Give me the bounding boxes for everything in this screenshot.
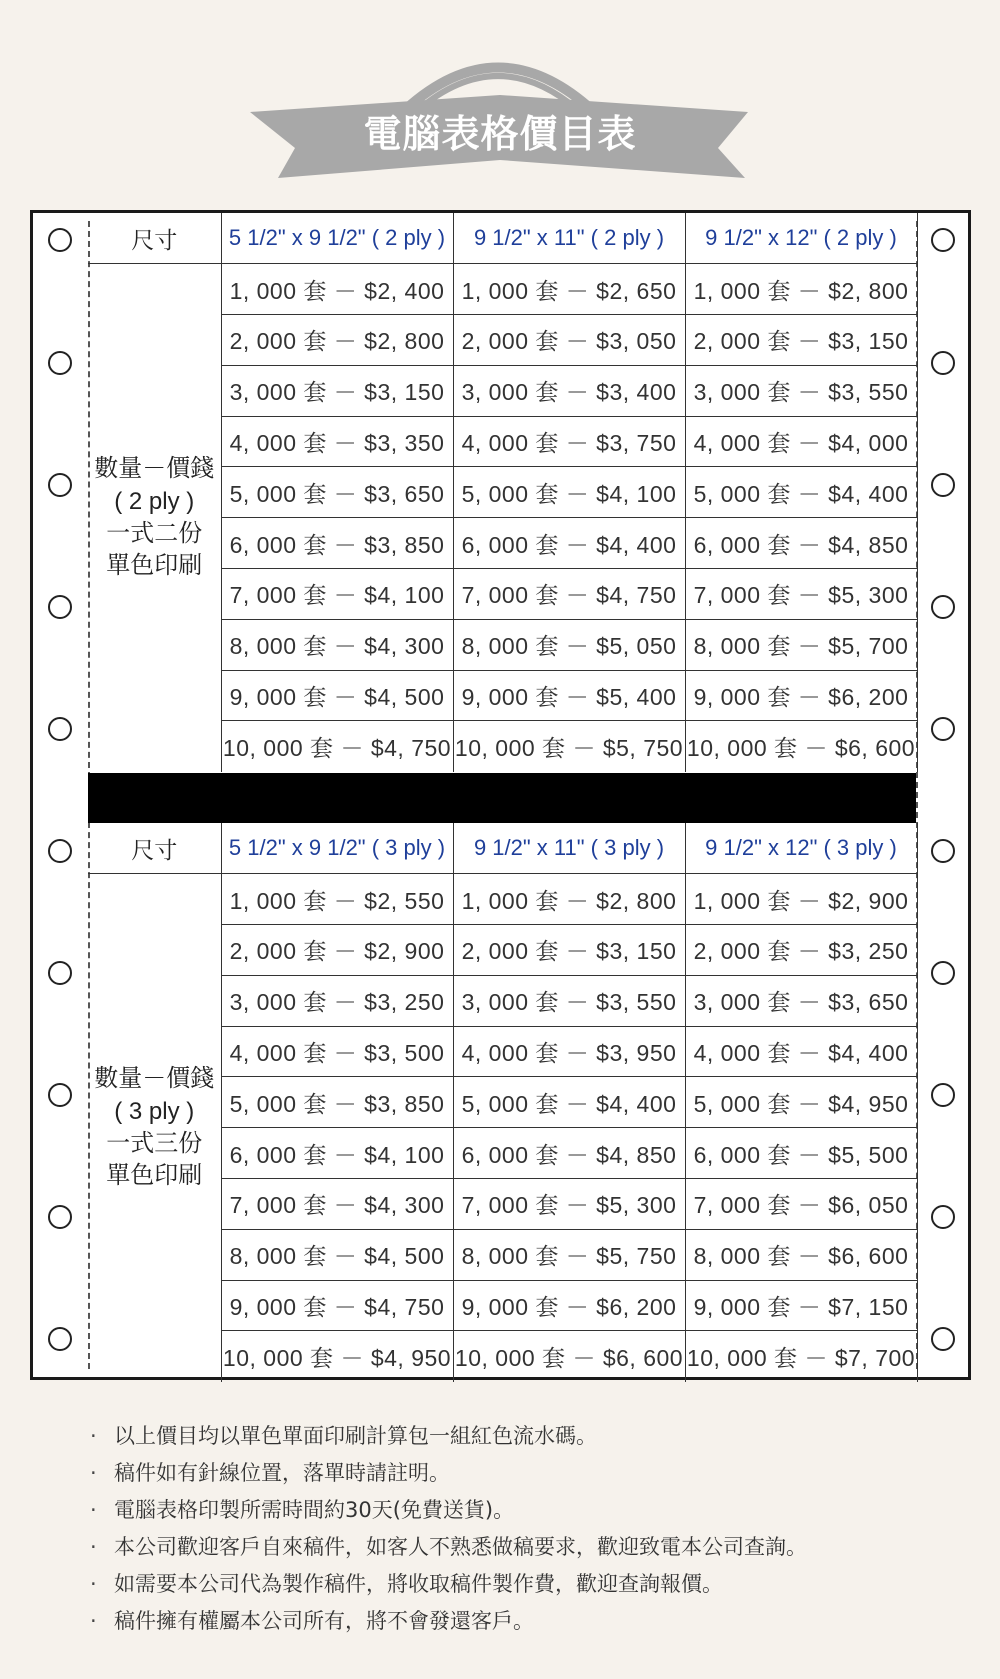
price-cell: 9, 000 套 － $5, 400 xyxy=(453,670,685,721)
price-cell: 4, 000 套 － $4, 400 xyxy=(685,1026,917,1077)
tractor-hole xyxy=(931,839,955,863)
qty-label-line: 數量－價錢 xyxy=(94,1065,215,1093)
price-cell: 3, 000 套 － $3, 400 xyxy=(453,365,685,416)
note-item xyxy=(90,1603,970,1640)
price-cell: 6, 000 套 － $4, 850 xyxy=(453,1128,685,1179)
price-cell: 4, 000 套 － $3, 500 xyxy=(221,1026,453,1077)
price-cell: 5, 000 套 － $4, 950 xyxy=(685,1077,917,1128)
price-cell: 6, 000 套 － $4, 400 xyxy=(453,518,685,569)
note-item xyxy=(90,1529,970,1566)
tractor-hole xyxy=(931,473,955,497)
quantity-price-label xyxy=(88,874,221,1382)
price-cell: 2, 000 套 － $2, 900 xyxy=(221,925,453,976)
notes-list xyxy=(90,1418,970,1640)
quantity-price-label xyxy=(88,264,221,772)
tractor-hole xyxy=(48,595,72,619)
bullet-icon: · xyxy=(90,1424,97,1448)
price-cell: 5, 000 套 － $4, 100 xyxy=(453,467,685,518)
page-title: 電腦表格價目表 xyxy=(363,112,637,156)
price-cell: 4, 000 套 － $3, 750 xyxy=(453,416,685,467)
price-cell: 3, 000 套 － $3, 550 xyxy=(685,365,917,416)
note-text: 如需要本公司代為製作稿件，將收取稿件製作費，歡迎查詢報價。 xyxy=(114,1572,723,1596)
note-item xyxy=(90,1566,970,1603)
note-text: 電腦表格印製所需時間約30天(免費送貨)。 xyxy=(114,1498,515,1522)
price-cell: 9, 000 套 － $4, 500 xyxy=(221,670,453,721)
note-item xyxy=(90,1455,970,1492)
title-ribbon xyxy=(0,0,1000,190)
qty-label-line: 單色印刷 xyxy=(106,1162,203,1190)
price-cell: 8, 000 套 － $5, 750 xyxy=(453,1229,685,1280)
size-column-header: 9 1/2" x 12" ( 3 ply ) xyxy=(685,823,917,874)
tractor-hole xyxy=(48,473,72,497)
table-header-row xyxy=(88,213,917,264)
price-cell: 7, 000 套 － $4, 100 xyxy=(221,569,453,620)
tractor-hole xyxy=(48,961,72,985)
price-cell: 1, 000 套 － $2, 650 xyxy=(453,264,685,315)
qty-label-line: 單色印刷 xyxy=(106,552,203,580)
price-cell: 1, 000 套 － $2, 800 xyxy=(453,874,685,925)
table-row xyxy=(88,874,917,925)
tractor-hole xyxy=(931,1327,955,1351)
tractor-hole xyxy=(931,1205,955,1229)
price-cell: 2, 000 套 － $2, 800 xyxy=(221,315,453,366)
price-table-2ply xyxy=(88,213,918,772)
tractor-hole xyxy=(48,1083,72,1107)
price-cell: 7, 000 套 － $5, 300 xyxy=(685,569,917,620)
price-cell: 8, 000 套 － $5, 700 xyxy=(685,619,917,670)
bullet-icon: · xyxy=(90,1609,97,1633)
qty-label-line: 一式三份 xyxy=(106,1130,203,1158)
price-cell: 1, 000 套 － $2, 400 xyxy=(221,264,453,315)
qty-label-line: 數量－價錢 xyxy=(94,455,215,483)
price-cell: 1, 000 套 － $2, 900 xyxy=(685,874,917,925)
price-cell: 6, 000 套 － $3, 850 xyxy=(221,518,453,569)
price-cell: 4, 000 套 － $4, 000 xyxy=(685,416,917,467)
price-cell: 2, 000 套 － $3, 150 xyxy=(685,315,917,366)
size-column-header: 5 1/2" x 9 1/2" ( 3 ply ) xyxy=(221,823,453,874)
tractor-hole xyxy=(931,228,955,252)
price-cell: 10, 000 套 － $7, 700 xyxy=(685,1331,917,1382)
price-table-3ply xyxy=(88,823,918,1382)
price-cell: 7, 000 套 － $4, 750 xyxy=(453,569,685,620)
price-cell: 9, 000 套 － $6, 200 xyxy=(453,1280,685,1331)
note-text: 稿件如有針線位置，落單時請註明。 xyxy=(114,1461,450,1485)
tractor-hole xyxy=(931,717,955,741)
price-form xyxy=(30,210,971,1380)
tractor-hole xyxy=(931,961,955,985)
price-cell: 9, 000 套 － $4, 750 xyxy=(221,1280,453,1331)
price-cell: 10, 000 套 － $4, 950 xyxy=(221,1331,453,1382)
price-cell: 5, 000 套 － $3, 850 xyxy=(221,1077,453,1128)
bullet-icon: · xyxy=(90,1572,97,1596)
price-cell: 4, 000 套 － $3, 950 xyxy=(453,1026,685,1077)
price-cell: 8, 000 套 － $6, 600 xyxy=(685,1229,917,1280)
price-cell: 10, 000 套 － $6, 600 xyxy=(453,1331,685,1382)
size-column-header: 9 1/2" x 12" ( 2 ply ) xyxy=(685,213,917,264)
qty-label-line: 一式二份 xyxy=(106,520,203,548)
tractor-hole xyxy=(931,351,955,375)
size-column-header: 9 1/2" x 11" ( 3 ply ) xyxy=(453,823,685,874)
size-label: 尺寸 xyxy=(88,213,221,264)
note-text: 以上價目均以單色單面印刷計算包一組紅色流水碼。 xyxy=(114,1424,597,1448)
price-cell: 2, 000 套 － $3, 150 xyxy=(453,925,685,976)
price-cell: 5, 000 套 － $4, 400 xyxy=(685,467,917,518)
tractor-hole xyxy=(48,1205,72,1229)
price-cell: 3, 000 套 － $3, 150 xyxy=(221,365,453,416)
size-label: 尺寸 xyxy=(88,823,221,874)
bullet-icon: · xyxy=(90,1461,97,1485)
price-cell: 3, 000 套 － $3, 650 xyxy=(685,975,917,1026)
price-cell: 6, 000 套 － $5, 500 xyxy=(685,1128,917,1179)
price-cell: 3, 000 套 － $3, 250 xyxy=(221,975,453,1026)
price-cell: 7, 000 套 － $4, 300 xyxy=(221,1179,453,1230)
price-cell: 5, 000 套 － $4, 400 xyxy=(453,1077,685,1128)
tractor-hole xyxy=(48,1327,72,1351)
price-cell: 10, 000 套 － $5, 750 xyxy=(453,721,685,772)
size-column-header: 5 1/2" x 9 1/2" ( 2 ply ) xyxy=(221,213,453,264)
ribbon-graphic xyxy=(0,0,1000,190)
note-item xyxy=(90,1492,970,1529)
price-cell: 7, 000 套 － $6, 050 xyxy=(685,1179,917,1230)
section-separator xyxy=(88,773,916,823)
price-cell: 6, 000 套 － $4, 100 xyxy=(221,1128,453,1179)
price-cell: 2, 000 套 － $3, 050 xyxy=(453,315,685,366)
size-column-header: 9 1/2" x 11" ( 2 ply ) xyxy=(453,213,685,264)
tractor-hole xyxy=(48,717,72,741)
price-cell: 3, 000 套 － $3, 550 xyxy=(453,975,685,1026)
tractor-hole xyxy=(48,839,72,863)
price-cell: 2, 000 套 － $3, 250 xyxy=(685,925,917,976)
note-text: 稿件擁有權屬本公司所有，將不會發還客戶。 xyxy=(114,1609,534,1633)
qty-label-line: ( 3 ply ) xyxy=(114,1097,195,1125)
note-text: 本公司歡迎客戶自來稿件，如客人不熟悉做稿要求，歡迎致電本公司查詢。 xyxy=(114,1535,807,1559)
price-cell: 9, 000 套 － $7, 150 xyxy=(685,1280,917,1331)
table-row xyxy=(88,264,917,315)
tractor-hole xyxy=(48,351,72,375)
price-cell: 10, 000 套 － $4, 750 xyxy=(221,721,453,772)
qty-label-line: ( 2 ply ) xyxy=(114,487,195,515)
price-cell: 8, 000 套 － $5, 050 xyxy=(453,619,685,670)
price-cell: 8, 000 套 － $4, 500 xyxy=(221,1229,453,1280)
tractor-hole xyxy=(48,228,72,252)
price-cell: 8, 000 套 － $4, 300 xyxy=(221,619,453,670)
tractor-hole xyxy=(931,595,955,619)
price-cell: 9, 000 套 － $6, 200 xyxy=(685,670,917,721)
note-item xyxy=(90,1418,970,1455)
table-header-row xyxy=(88,823,917,874)
price-cell: 10, 000 套 － $6, 600 xyxy=(685,721,917,772)
price-cell: 6, 000 套 － $4, 850 xyxy=(685,518,917,569)
bullet-icon: · xyxy=(90,1535,97,1559)
price-cell: 7, 000 套 － $5, 300 xyxy=(453,1179,685,1230)
tractor-hole xyxy=(931,1083,955,1107)
price-cell: 1, 000 套 － $2, 800 xyxy=(685,264,917,315)
price-cell: 1, 000 套 － $2, 550 xyxy=(221,874,453,925)
price-cell: 5, 000 套 － $3, 650 xyxy=(221,467,453,518)
price-cell: 4, 000 套 － $3, 350 xyxy=(221,416,453,467)
bullet-icon: · xyxy=(90,1498,97,1522)
